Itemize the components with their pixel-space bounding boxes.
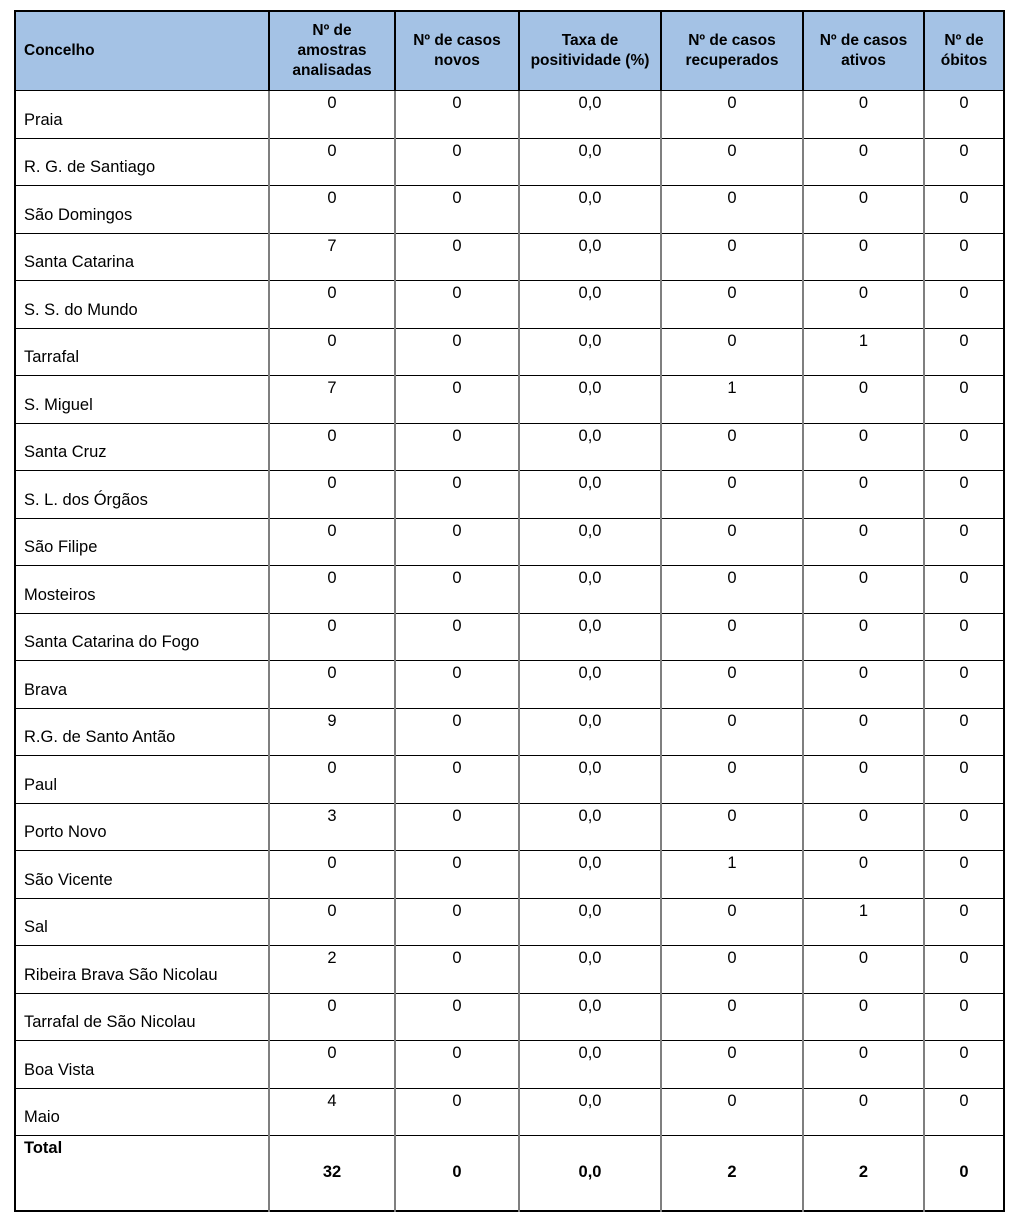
concelho-cell: Boa Vista [15, 1041, 269, 1089]
value-cell: 0 [661, 566, 803, 614]
value-cell: 0 [924, 1088, 1004, 1136]
table-row [15, 233, 1004, 281]
value-cell: 0 [395, 946, 519, 994]
value-cell: 3 [269, 803, 395, 851]
total-recuperados-cell: 2 [661, 1136, 803, 1211]
value-cell: 0 [924, 851, 1004, 899]
concelho-stats-table [14, 10, 1005, 1212]
value-cell: 0,0 [519, 233, 661, 281]
concelho-cell: Paul [15, 756, 269, 804]
value-cell: 0 [661, 1088, 803, 1136]
value-cell: 0 [395, 1041, 519, 1089]
value-cell: 0 [395, 376, 519, 424]
value-cell: 0 [803, 613, 924, 661]
value-cell: 7 [269, 376, 395, 424]
value-cell: 0 [924, 518, 1004, 566]
value-cell: 0,0 [519, 993, 661, 1041]
value-cell: 0 [661, 233, 803, 281]
value-cell: 0 [395, 898, 519, 946]
value-cell: 0 [269, 613, 395, 661]
concelho-cell: Santa Cruz [15, 423, 269, 471]
value-cell: 0 [924, 898, 1004, 946]
table-row [15, 376, 1004, 424]
value-cell: 0,0 [519, 518, 661, 566]
value-cell: 0,0 [519, 708, 661, 756]
concelho-cell: Mosteiros [15, 566, 269, 614]
table-row [15, 756, 1004, 804]
value-cell: 0 [395, 566, 519, 614]
value-cell: 0 [924, 281, 1004, 329]
table-row [15, 138, 1004, 186]
value-cell: 0 [924, 186, 1004, 234]
concelho-cell: São Vicente [15, 851, 269, 899]
value-cell: 0,0 [519, 566, 661, 614]
value-cell: 0 [661, 1041, 803, 1089]
value-cell: 0 [924, 803, 1004, 851]
value-cell: 0 [269, 91, 395, 139]
concelho-cell: R. G. de Santiago [15, 138, 269, 186]
value-cell: 0,0 [519, 803, 661, 851]
value-cell: 0,0 [519, 613, 661, 661]
concelho-cell: S. S. do Mundo [15, 281, 269, 329]
table-body [15, 91, 1004, 1136]
table-row [15, 993, 1004, 1041]
table-row [15, 471, 1004, 519]
value-cell: 0,0 [519, 91, 661, 139]
table-row [15, 851, 1004, 899]
column-header-amostras-analisadas: Nº de amostras analisadas [269, 11, 395, 91]
value-cell: 0 [395, 993, 519, 1041]
value-cell: 0 [803, 1041, 924, 1089]
value-cell: 0 [924, 376, 1004, 424]
column-header-casos-novos: Nº de casos novos [395, 11, 519, 91]
value-cell: 0 [924, 423, 1004, 471]
total-casos-novos-cell: 0 [395, 1136, 519, 1211]
value-cell: 0 [269, 1041, 395, 1089]
concelho-cell: S. Miguel [15, 376, 269, 424]
total-label-cell: Total [15, 1136, 269, 1211]
value-cell: 0 [924, 138, 1004, 186]
value-cell: 0 [661, 756, 803, 804]
column-header-casos-recuperados: Nº de casos recuperados [661, 11, 803, 91]
concelho-cell: Porto Novo [15, 803, 269, 851]
header-row [15, 11, 1004, 91]
value-cell: 0 [269, 851, 395, 899]
value-cell: 0 [803, 661, 924, 709]
table-row [15, 186, 1004, 234]
value-cell: 0 [395, 851, 519, 899]
value-cell: 0 [924, 233, 1004, 281]
value-cell: 0 [269, 471, 395, 519]
value-cell: 0 [661, 613, 803, 661]
table-row [15, 423, 1004, 471]
value-cell: 1 [661, 376, 803, 424]
value-cell: 0 [803, 1088, 924, 1136]
value-cell: 0 [803, 186, 924, 234]
table-row [15, 281, 1004, 329]
value-cell: 0 [803, 423, 924, 471]
table-row [15, 661, 1004, 709]
value-cell: 0 [803, 471, 924, 519]
value-cell: 0 [924, 328, 1004, 376]
value-cell: 0 [395, 328, 519, 376]
value-cell: 0 [661, 661, 803, 709]
value-cell: 0 [395, 756, 519, 804]
value-cell: 0,0 [519, 898, 661, 946]
concelho-cell: São Domingos [15, 186, 269, 234]
value-cell: 0 [803, 993, 924, 1041]
column-header-casos-ativos: Nº de casos ativos [803, 11, 924, 91]
value-cell: 0 [395, 91, 519, 139]
concelho-cell: Ribeira Brava São Nicolau [15, 946, 269, 994]
column-header-taxa-positividade: Taxa de positividade (%) [519, 11, 661, 91]
table-header [15, 11, 1004, 91]
value-cell: 0 [395, 138, 519, 186]
value-cell: 0 [803, 708, 924, 756]
value-cell: 0 [661, 91, 803, 139]
value-cell: 0 [269, 661, 395, 709]
value-cell: 0,0 [519, 851, 661, 899]
concelho-cell: Tarrafal [15, 328, 269, 376]
table-row [15, 518, 1004, 566]
total-ativos-cell: 2 [803, 1136, 924, 1211]
value-cell: 0 [661, 471, 803, 519]
value-cell: 0 [803, 946, 924, 994]
table-row [15, 613, 1004, 661]
value-cell: 1 [661, 851, 803, 899]
value-cell: 0 [924, 1041, 1004, 1089]
value-cell: 0 [395, 423, 519, 471]
value-cell: 0,0 [519, 946, 661, 994]
table-row [15, 803, 1004, 851]
table-row [15, 708, 1004, 756]
value-cell: 0 [803, 281, 924, 329]
value-cell: 0 [803, 233, 924, 281]
total-amostras-cell: 32 [269, 1136, 395, 1211]
value-cell: 0 [661, 946, 803, 994]
value-cell: 0 [661, 518, 803, 566]
value-cell: 1 [803, 328, 924, 376]
value-cell: 0 [803, 756, 924, 804]
value-cell: 0 [395, 803, 519, 851]
concelho-cell: Maio [15, 1088, 269, 1136]
concelho-cell: Sal [15, 898, 269, 946]
value-cell: 0 [803, 91, 924, 139]
value-cell: 7 [269, 233, 395, 281]
value-cell: 0 [269, 756, 395, 804]
value-cell: 0 [269, 328, 395, 376]
concelho-cell: Praia [15, 91, 269, 139]
value-cell: 0,0 [519, 661, 661, 709]
value-cell: 0 [924, 946, 1004, 994]
value-cell: 0 [395, 518, 519, 566]
value-cell: 0,0 [519, 471, 661, 519]
value-cell: 0 [269, 138, 395, 186]
table-row [15, 898, 1004, 946]
value-cell: 0 [924, 756, 1004, 804]
table-row [15, 566, 1004, 614]
value-cell: 0 [803, 566, 924, 614]
value-cell: 0 [803, 518, 924, 566]
value-cell: 0 [661, 328, 803, 376]
value-cell: 0 [395, 613, 519, 661]
value-cell: 0 [661, 138, 803, 186]
value-cell: 1 [803, 898, 924, 946]
value-cell: 0,0 [519, 328, 661, 376]
value-cell: 0 [395, 708, 519, 756]
table-row [15, 328, 1004, 376]
value-cell: 0 [661, 186, 803, 234]
value-cell: 0 [269, 281, 395, 329]
value-cell: 4 [269, 1088, 395, 1136]
value-cell: 0 [395, 281, 519, 329]
value-cell: 0,0 [519, 1041, 661, 1089]
table-row [15, 91, 1004, 139]
value-cell: 0 [924, 566, 1004, 614]
value-cell: 0 [269, 566, 395, 614]
value-cell: 0 [269, 423, 395, 471]
value-cell: 0,0 [519, 376, 661, 424]
value-cell: 0 [924, 993, 1004, 1041]
concelho-cell: Santa Catarina [15, 233, 269, 281]
column-header-concelho: Concelho [15, 11, 269, 91]
value-cell: 0 [661, 281, 803, 329]
value-cell: 0 [395, 186, 519, 234]
concelho-cell: R.G. de Santo Antão [15, 708, 269, 756]
value-cell: 9 [269, 708, 395, 756]
concelho-cell: São Filipe [15, 518, 269, 566]
value-cell: 0 [661, 423, 803, 471]
value-cell: 0,0 [519, 756, 661, 804]
value-cell: 0 [395, 233, 519, 281]
value-cell: 0 [924, 708, 1004, 756]
value-cell: 0 [924, 91, 1004, 139]
value-cell: 0 [661, 898, 803, 946]
value-cell: 0 [803, 803, 924, 851]
value-cell: 0 [269, 518, 395, 566]
total-obitos-cell: 0 [924, 1136, 1004, 1211]
table-row [15, 946, 1004, 994]
value-cell: 0 [803, 851, 924, 899]
concelho-cell: Brava [15, 661, 269, 709]
value-cell: 0 [661, 803, 803, 851]
value-cell: 0,0 [519, 1088, 661, 1136]
value-cell: 0 [395, 661, 519, 709]
concelho-cell: Santa Catarina do Fogo [15, 613, 269, 661]
value-cell: 0 [661, 708, 803, 756]
value-cell: 0 [269, 898, 395, 946]
value-cell: 0 [803, 376, 924, 424]
value-cell: 2 [269, 946, 395, 994]
value-cell: 0,0 [519, 423, 661, 471]
value-cell: 0 [269, 993, 395, 1041]
table-row [15, 1088, 1004, 1136]
value-cell: 0 [924, 613, 1004, 661]
value-cell: 0 [924, 471, 1004, 519]
concelho-cell: S. L. dos Órgãos [15, 471, 269, 519]
total-row [15, 1136, 1004, 1211]
value-cell: 0 [924, 661, 1004, 709]
table-row [15, 1041, 1004, 1089]
concelho-cell: Tarrafal de São Nicolau [15, 993, 269, 1041]
value-cell: 0 [269, 186, 395, 234]
value-cell: 0 [803, 138, 924, 186]
column-header-obitos: Nº de óbitos [924, 11, 1004, 91]
table-footer [15, 1136, 1004, 1211]
value-cell: 0 [395, 471, 519, 519]
value-cell: 0 [395, 1088, 519, 1136]
total-taxa-cell: 0,0 [519, 1136, 661, 1211]
value-cell: 0 [661, 993, 803, 1041]
value-cell: 0,0 [519, 186, 661, 234]
value-cell: 0,0 [519, 281, 661, 329]
value-cell: 0,0 [519, 138, 661, 186]
